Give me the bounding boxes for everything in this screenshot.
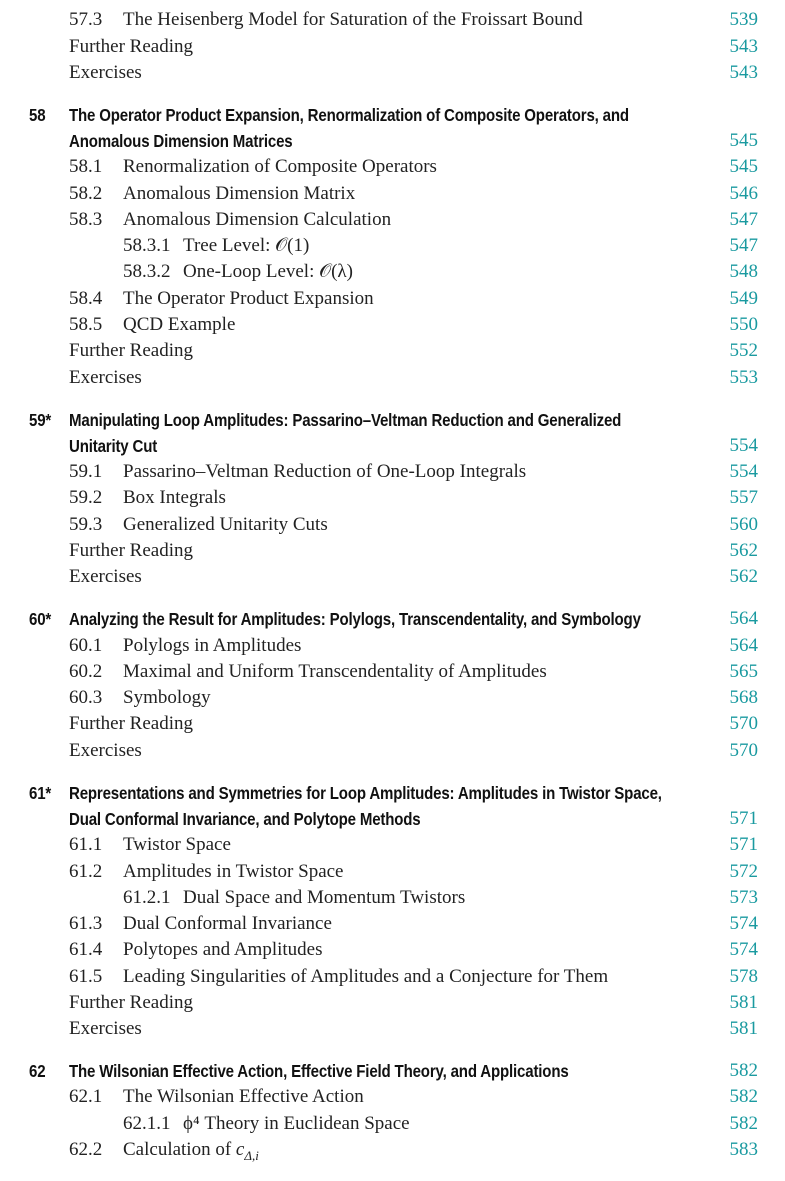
section-number: 59.2 <box>69 487 103 508</box>
page-number: 578 <box>729 966 758 987</box>
section-title: Dual Conformal Invariance <box>123 913 332 934</box>
further-reading-entry[interactable] <box>0 990 785 1016</box>
section-number: 62.1 <box>69 1086 103 1107</box>
further-reading-entry[interactable] <box>0 711 785 737</box>
section-number: 58.2 <box>69 183 103 204</box>
section-entry[interactable] <box>0 659 785 685</box>
page-number: 539 <box>729 9 758 30</box>
page-number: 545 <box>729 156 758 177</box>
page-number: 564 <box>729 608 758 629</box>
page-number: 582 <box>729 1086 758 1107</box>
chapter-number: 58 <box>29 105 46 125</box>
subsection-title: One-Loop Level: 𝒪(λ) <box>183 261 353 282</box>
page-number: 574 <box>729 939 758 960</box>
section-number: 58.4 <box>69 288 103 309</box>
entry-title: Further Reading <box>69 540 194 561</box>
section-number: 58.3 <box>69 209 103 230</box>
subsection-entry[interactable] <box>0 259 785 285</box>
further-reading-entry[interactable] <box>0 338 785 364</box>
exercises-entry[interactable] <box>0 60 785 86</box>
section-entry[interactable] <box>0 512 785 538</box>
section-title: Renormalization of Composite Operators <box>123 156 437 177</box>
section-entry[interactable] <box>0 207 785 233</box>
section-entry[interactable] <box>0 312 785 338</box>
section-title: Anomalous Dimension Matrix <box>123 183 356 204</box>
chapter-entry[interactable] <box>0 128 785 154</box>
section-title: QCD Example <box>123 314 236 335</box>
page-number: 564 <box>729 635 758 656</box>
section-entry[interactable] <box>0 964 785 990</box>
section-number: 61.2 <box>69 861 103 882</box>
chapter-entry[interactable] <box>0 433 785 459</box>
entry-title: Further Reading <box>69 992 194 1013</box>
entry-title: Exercises <box>69 1018 142 1039</box>
subsection-entry[interactable] <box>0 885 785 911</box>
section-number: 60.3 <box>69 687 103 708</box>
page-number: 548 <box>729 261 758 282</box>
page-number: 546 <box>729 183 758 204</box>
page-number: 543 <box>729 62 758 83</box>
page-number: 568 <box>729 687 758 708</box>
section-number: 61.5 <box>69 966 103 987</box>
page-number: 581 <box>729 992 758 1013</box>
page-number: 552 <box>729 340 758 361</box>
section-entry[interactable] <box>0 937 785 963</box>
section-number: 61.4 <box>69 939 103 960</box>
chapter-entry[interactable] <box>0 606 785 632</box>
further-reading-entry[interactable] <box>0 538 785 564</box>
section-number: 57.3 <box>69 9 103 30</box>
chapter-title: The Wilsonian Effective Action, Effective Field Theory, and Applications <box>69 1061 569 1081</box>
page-number: 571 <box>729 808 758 829</box>
section-number: 61.1 <box>69 834 103 855</box>
chapter-entry[interactable] <box>0 806 785 832</box>
chapter-number: 60* <box>29 609 52 629</box>
section-title: Generalized Unitarity Cuts <box>123 514 328 535</box>
subsection-title: Dual Space and Momentum Twistors <box>183 887 466 908</box>
exercises-entry[interactable] <box>0 1016 785 1042</box>
section-number: 58.1 <box>69 156 103 177</box>
chapter-title: Manipulating Loop Amplitudes: Passarino–Veltman Reduction and Generalized <box>69 410 622 430</box>
section-number: 60.1 <box>69 635 103 656</box>
subsection-entry[interactable] <box>0 1111 785 1137</box>
chapter-number: 61* <box>29 783 52 803</box>
section-title: Twistor Space <box>123 834 231 855</box>
page-number: 574 <box>729 913 758 934</box>
section-entry[interactable] <box>0 633 785 659</box>
page-number: 543 <box>729 36 758 57</box>
section-title: Calculation of $c_{\Delta,i}$ <box>123 1139 259 1163</box>
page-number: 570 <box>729 740 758 761</box>
section-entry[interactable] <box>0 154 785 180</box>
entry-title: Exercises <box>69 62 142 83</box>
page-number: 582 <box>729 1060 758 1081</box>
chapter-number: 62 <box>29 1061 46 1081</box>
chapter-title: Unitarity Cut <box>69 436 158 456</box>
section-title: Anomalous Dimension Calculation <box>123 209 392 230</box>
chapter-entry[interactable] <box>0 102 785 128</box>
page-number: 562 <box>729 540 758 561</box>
section-entry[interactable] <box>0 911 785 937</box>
subsection-title: Tree Level: 𝒪(1) <box>183 235 310 256</box>
page-number: 547 <box>729 209 758 230</box>
section-entry[interactable] <box>0 859 785 885</box>
section-entry[interactable] <box>0 485 785 511</box>
section-title: Leading Singularities of Amplitudes and a Conjecture for Them <box>123 966 609 987</box>
section-entry[interactable] <box>0 685 785 711</box>
chapter-number: 59* <box>29 410 52 430</box>
section-entry[interactable] <box>0 181 785 207</box>
entry-title: Further Reading <box>69 36 194 57</box>
page-number: 581 <box>729 1018 758 1039</box>
entry-title: Exercises <box>69 367 142 388</box>
section-entry[interactable] <box>0 1137 785 1163</box>
chapter-title: Representations and Symmetries for Loop Amplitudes: Amplitudes in Twistor Space, <box>69 783 662 803</box>
section-title: Polytopes and Amplitudes <box>123 939 323 960</box>
page-number: 562 <box>729 566 758 587</box>
section-number: 60.2 <box>69 661 103 682</box>
page-number: 560 <box>729 514 758 535</box>
section-title: Symbology <box>123 687 211 708</box>
page-number: 583 <box>729 1139 758 1160</box>
chapter-title: Anomalous Dimension Matrices <box>69 131 293 151</box>
subsection-number: 61.2.1 <box>123 887 171 908</box>
page-number: 549 <box>729 288 758 309</box>
section-title: The Heisenberg Model for Saturation of the Froissart Bound <box>123 9 583 30</box>
page-number: 582 <box>729 1113 758 1134</box>
page-number: 554 <box>729 461 758 482</box>
subsection-number: 58.3.2 <box>123 261 171 282</box>
section-entry[interactable] <box>0 1084 785 1110</box>
subsection-number: 58.3.1 <box>123 235 171 256</box>
subsection-number: 62.1.1 <box>123 1113 171 1134</box>
section-title: Passarino–Veltman Reduction of One-Loop Integrals <box>123 461 527 482</box>
entry-title: Further Reading <box>69 340 194 361</box>
section-number: 58.5 <box>69 314 103 335</box>
chapter-entry[interactable] <box>0 1058 785 1084</box>
section-entry[interactable] <box>0 7 785 33</box>
page-number: 553 <box>729 367 758 388</box>
section-number: 62.2 <box>69 1139 103 1160</box>
page-number: 550 <box>729 314 758 335</box>
exercises-entry[interactable] <box>0 564 785 590</box>
chapter-title: Analyzing the Result for Amplitudes: Polylogs, Transcendentality, and Symbology <box>69 609 641 629</box>
page-number: 557 <box>729 487 758 508</box>
page-number: 572 <box>729 861 758 882</box>
chapter-title: Dual Conformal Invariance, and Polytope Methods <box>69 809 421 829</box>
page-number: 571 <box>729 834 758 855</box>
page-number: 570 <box>729 713 758 734</box>
section-entry[interactable] <box>0 832 785 858</box>
subsection-entry[interactable] <box>0 233 785 259</box>
section-title: The Wilsonian Effective Action <box>123 1086 364 1107</box>
subsection-title: ϕ⁴ Theory in Euclidean Space <box>183 1113 410 1134</box>
section-number: 61.3 <box>69 913 103 934</box>
section-entry[interactable] <box>0 286 785 312</box>
section-title: Box Integrals <box>123 487 226 508</box>
chapter-entry[interactable] <box>0 407 785 433</box>
section-title: Amplitudes in Twistor Space <box>123 861 344 882</box>
section-number: 59.1 <box>69 461 103 482</box>
section-entry[interactable] <box>0 459 785 485</box>
exercises-entry[interactable] <box>0 738 785 764</box>
further-reading-entry[interactable] <box>0 34 785 60</box>
entry-title: Exercises <box>69 566 142 587</box>
page-number: 547 <box>729 235 758 256</box>
page-number: 554 <box>729 435 758 456</box>
exercises-entry[interactable] <box>0 365 785 391</box>
section-title: Maximal and Uniform Transcendentality of Amplitudes <box>123 661 547 682</box>
section-number: 59.3 <box>69 514 103 535</box>
entry-title: Exercises <box>69 740 142 761</box>
page-number: 573 <box>729 887 758 908</box>
entry-title: Further Reading <box>69 713 194 734</box>
section-title: The Operator Product Expansion <box>123 288 374 309</box>
chapter-title: The Operator Product Expansion, Renormalization of Composite Operators, and <box>69 105 629 125</box>
page-number: 545 <box>729 130 758 151</box>
chapter-entry[interactable] <box>0 780 785 806</box>
page-number: 565 <box>729 661 758 682</box>
section-title: Polylogs in Amplitudes <box>123 635 302 656</box>
